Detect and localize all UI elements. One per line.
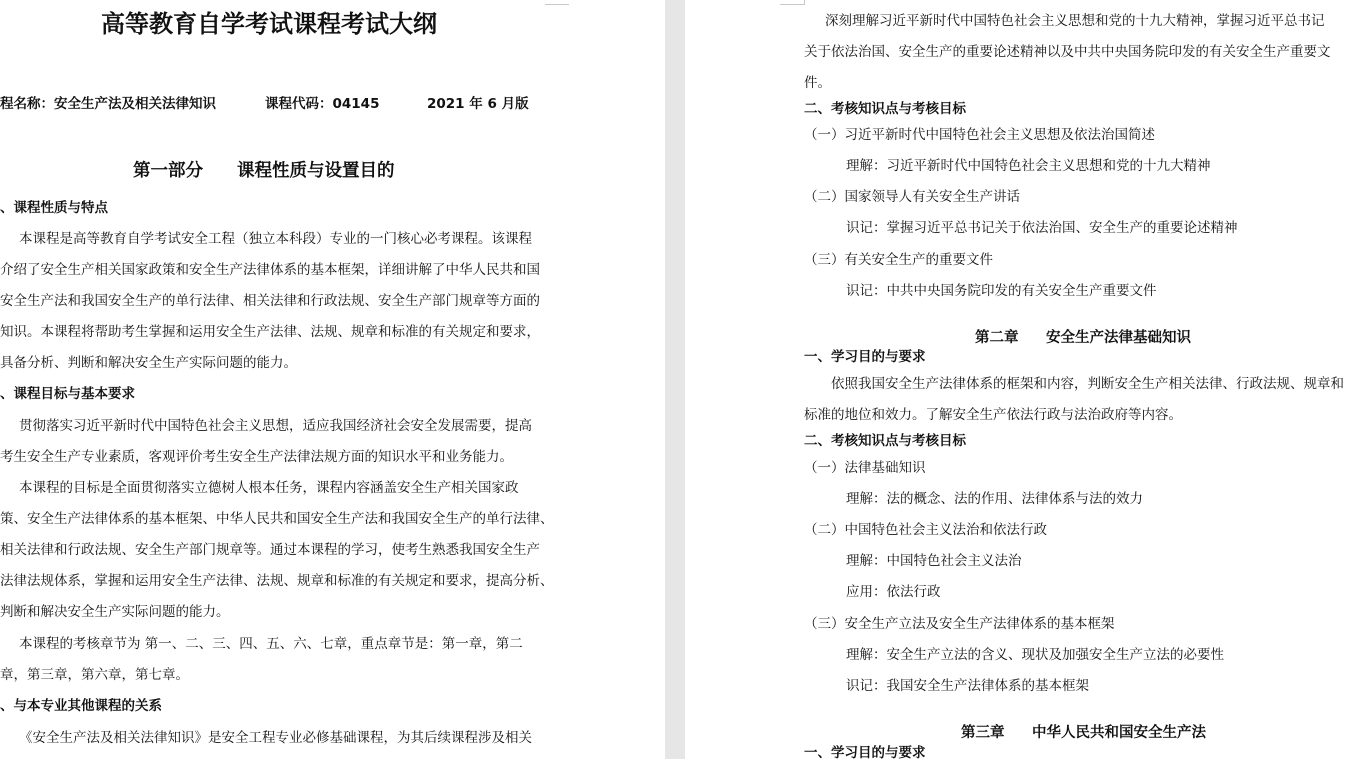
knowledge-point: （三）有关安全生产的重要文件 xyxy=(804,252,993,268)
paragraph-line: 策、安全生产法律体系的基本框架、中华人民共和国安全生产法和我国安全生产的单行法律、 xyxy=(0,511,554,527)
paragraph-line: 依照我国安全生产法律体系的框架和内容，判断安全生产相关法律、行政法规、规章和 xyxy=(831,376,1344,392)
part-subtitle: 课程性质与设置目的 xyxy=(237,161,395,181)
paragraph-line: 本课程的考核章节为 第一、二、三、四、五、六、七章，重点章节是：第一章，第二 xyxy=(19,636,523,652)
knowledge-point: （一）习近平新时代中国特色社会主义思想及依法治国简述 xyxy=(804,127,1155,143)
knowledge-point: （一）法律基础知识 xyxy=(804,460,926,476)
paragraph-line: 具备分析、判断和解决安全生产实际问题的能力。 xyxy=(0,355,297,371)
section-heading: 、与本专业其他课程的关系 xyxy=(0,698,162,714)
paragraph-line: 相关法律和行政法规、安全生产部门规章等。通过本课程的学习，使考生熟悉我国安全生产 xyxy=(0,542,540,558)
edition-date: 2021 年 6 月版 xyxy=(427,96,529,112)
assessment-goal: 识记：我国安全生产法律体系的基本框架 xyxy=(846,678,1089,694)
paragraph-line: 深刻理解习近平新时代中国特色社会主义思想和党的十九大精神，掌握习近平总书记 xyxy=(825,13,1325,29)
section-heading: 、课程性质与特点 xyxy=(0,200,108,216)
knowledge-point: （二）中国特色社会主义法治和依法行政 xyxy=(804,522,1047,538)
paragraph-line: 关于依法治国、安全生产的重要论述精神以及中共中央国务院印发的有关安全生产重要文 xyxy=(804,44,1331,60)
paragraph-line: 考生安全生产专业素质，客观评价考生安全生产法律法规方面的知识水平和业务能力。 xyxy=(0,449,513,465)
assessment-goal: 应用：依法行政 xyxy=(846,584,941,600)
assessment-goal: 理解：中国特色社会主义法治 xyxy=(846,553,1022,569)
section-heading: 二、考核知识点与考核目标 xyxy=(804,433,966,449)
knowledge-point: （三）安全生产立法及安全生产法律体系的基本框架 xyxy=(804,616,1115,632)
chapter-title: 中华人民共和国安全生产法 xyxy=(1032,724,1206,741)
section-heading: 、课程目标与基本要求 xyxy=(0,386,135,402)
paragraph-line: 《安全生产法及相关法律知识》是安全工程专业必修基础课程，为其后续课程涉及相关 xyxy=(19,730,532,746)
paragraph-line: 章，第三章，第六章，第七章。 xyxy=(0,667,189,683)
knowledge-point: （二）国家领导人有关安全生产讲话 xyxy=(804,189,1020,205)
paragraph-line: 介绍了安全生产相关国家政策和安全生产法律体系的基本框架，详细讲解了中华人民共和国 xyxy=(0,262,540,278)
paragraph-line: 本课程是高等教育自学考试安全工程（独立本科段）专业的一门核心必考课程。该课程 xyxy=(19,231,532,247)
assessment-goal: 识记：中共中央国务院印发的有关安全生产重要文件 xyxy=(846,283,1157,299)
section-heading: 二、考核知识点与考核目标 xyxy=(804,101,966,117)
part-title: 第一部分 xyxy=(133,161,203,181)
course-code: 课程代码：04145 xyxy=(265,96,380,112)
crop-mark xyxy=(780,4,804,5)
section-heading: 一、学习目的与要求 xyxy=(804,349,926,365)
paragraph-line: 本课程的目标是全面贯彻落实立德树人根本任务，课程内容涵盖安全生产相关国家政 xyxy=(19,480,519,496)
paragraph-line: 判断和解决安全生产实际问题的能力。 xyxy=(0,604,230,620)
paragraph-line: 贯彻落实习近平新时代中国特色社会主义思想，适应我国经济社会安全发展需要，提高 xyxy=(19,418,532,434)
document-title: 高等教育自学考试课程考试大纲 xyxy=(101,9,437,38)
course-name: 程名称：安全生产法及相关法律知识 xyxy=(0,96,216,112)
paragraph-line: 标准的地位和效力。了解安全生产依法行政与法治政府等内容。 xyxy=(804,407,1182,423)
document-page-left xyxy=(0,0,665,759)
assessment-goal: 理解：法的概念、法的作用、法律体系与法的效力 xyxy=(846,491,1143,507)
document-page-right xyxy=(685,0,1351,759)
assessment-goal: 识记：掌握习近平总书记关于依法治国、安全生产的重要论述精神 xyxy=(846,220,1238,236)
assessment-goal: 理解：安全生产立法的含义、现状及加强安全生产立法的必要性 xyxy=(846,647,1224,663)
assessment-goal: 理解：习近平新时代中国特色社会主义思想和党的十九大精神 xyxy=(846,158,1211,174)
chapter-number: 第三章 xyxy=(961,724,1005,741)
chapter-title: 安全生产法律基础知识 xyxy=(1046,329,1191,346)
paragraph-line: 法律法规体系，掌握和运用安全生产法律、法规、规章和标准的有关规定和要求，提高分析、 xyxy=(0,573,554,589)
crop-mark xyxy=(804,0,805,5)
section-heading: 一、学习目的与要求 xyxy=(804,745,926,759)
paragraph-line: 安全生产法和我国安全生产的单行法律、相关法律和行政法规、安全生产部门规章等方面的 xyxy=(0,293,540,309)
paragraph-line: 件。 xyxy=(804,75,831,91)
paragraph-line: 知识。本课程将帮助考生掌握和运用安全生产法律、法规、规章和标准的有关规定和要求， xyxy=(0,324,540,340)
chapter-number: 第二章 xyxy=(975,329,1019,346)
crop-mark xyxy=(545,4,569,5)
